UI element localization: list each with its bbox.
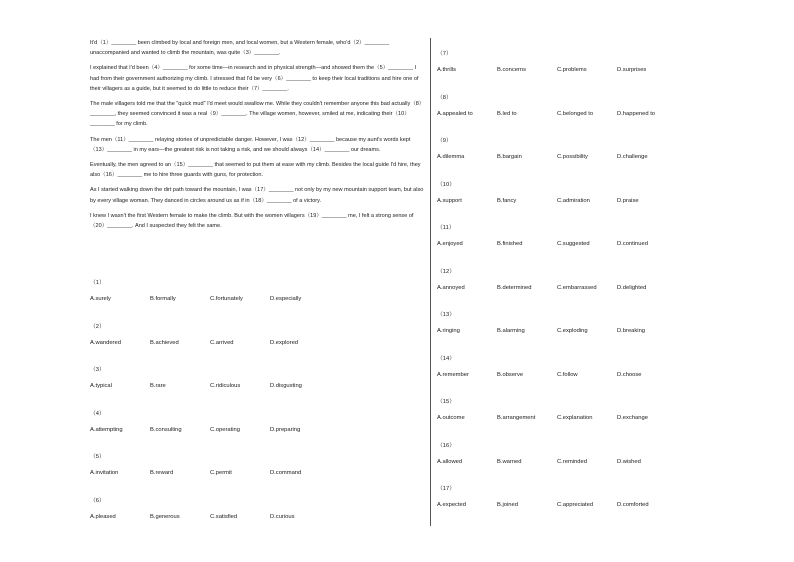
option-c[interactable]: C.arrived <box>210 339 234 346</box>
answer-options <box>90 469 424 477</box>
question-number: （7） <box>437 51 452 57</box>
option-b[interactable]: B.alarming <box>497 328 525 334</box>
option-c[interactable]: C.operating <box>210 426 240 433</box>
question-2 <box>90 323 424 367</box>
option-d[interactable]: D.especially <box>270 296 302 302</box>
passage-paragraph-2: I explained that I'd been（4）________ for some time—in research and in physical strength—and showed them the（5）________ I had from their government authorizing my climb. I stressed that I'd be very（6）________ to keep their local traditions and hire one of their villagers as a guide, but it seemed to do little to reduce their（7）________. <box>90 65 419 92</box>
passage-paragraph-6: As I started walking down the dirt path toward the mountain, I was（17）________ not only by my new mountain support team, but also by every village woman. They danced in circles around us as if in（18）________ of a victory. <box>90 187 424 204</box>
passage-paragraph-1: It'd（1）________ been climbed by local and foreign men, and local women, but a Western female, who'd（2）________ unaccompanied and wanted to climb the mountain, was quite（3）________. <box>90 40 390 57</box>
option-d[interactable]: D.breaking <box>617 328 646 334</box>
option-b[interactable]: B.generous <box>150 513 180 520</box>
question-11 <box>437 224 707 268</box>
option-b[interactable]: B.determined <box>497 284 532 291</box>
option-a[interactable]: A.invitation <box>90 470 119 476</box>
question-9 <box>437 137 707 181</box>
option-d[interactable]: D.continued <box>617 241 648 247</box>
question-12 <box>437 268 707 312</box>
option-c[interactable]: C.belonged to <box>557 110 594 117</box>
question-number: （1） <box>90 280 105 286</box>
option-c[interactable]: C.reminded <box>557 458 587 465</box>
question-15 <box>437 398 707 442</box>
option-b[interactable]: B.reward <box>150 470 174 476</box>
questions-left <box>90 279 424 540</box>
option-c[interactable]: C.embarrassed <box>557 284 597 291</box>
answer-options <box>90 382 424 390</box>
option-a[interactable]: A.enjoyed <box>437 241 463 247</box>
option-b[interactable]: B.observe <box>497 371 524 378</box>
question-8 <box>437 94 707 138</box>
option-d[interactable]: D.explored <box>270 339 299 346</box>
option-b[interactable]: B.formally <box>150 296 176 302</box>
question-number: （12） <box>437 268 456 275</box>
option-b[interactable]: B.finished <box>497 241 523 247</box>
option-d[interactable]: D.preparing <box>270 426 301 433</box>
question-5 <box>90 453 424 497</box>
question-number: （13） <box>437 312 456 318</box>
answer-options <box>437 501 707 509</box>
answer-options <box>90 513 424 521</box>
question-4 <box>90 410 424 454</box>
option-a[interactable]: A.ringing <box>437 328 460 334</box>
question-6 <box>90 497 424 541</box>
option-d[interactable]: D.praise <box>617 197 639 204</box>
question-number: （3） <box>90 367 105 373</box>
option-c[interactable]: C.follow <box>557 371 578 378</box>
option-a[interactable]: A.outcome <box>437 415 465 421</box>
option-b[interactable]: B.warned <box>497 458 522 465</box>
question-number: （5） <box>90 454 105 460</box>
option-a[interactable]: A.remember <box>437 371 469 378</box>
option-c[interactable]: C.problems <box>557 67 587 73</box>
question-number: （15） <box>437 399 456 405</box>
option-a[interactable]: A.support <box>437 197 462 204</box>
option-b[interactable]: B.concerns <box>497 67 526 73</box>
option-d[interactable]: D.comforted <box>617 502 649 508</box>
option-a[interactable]: A.expected <box>437 502 467 508</box>
passage-paragraph-3: The male villagers told me that the "quick mud" I'd meet would swallow me. While they couldn't remember anyone this bad actually（8）________, they seemed convinced it was a real（9）________. The village women, however, smiled at me, indicating their（10）________ for my climb. <box>90 101 422 128</box>
question-number: （6） <box>90 497 105 504</box>
question-number: （16） <box>437 442 456 449</box>
option-a[interactable]: A.thrills <box>437 67 457 73</box>
passage-paragraph-7: I knew I wasn't the first Western female to make the climb. But with the women villagers（19）________ me, I felt a strong sense of（20）________. And I suspected they felt the same. <box>90 212 414 230</box>
question-14 <box>437 355 707 399</box>
option-b[interactable]: B.rare <box>150 383 166 389</box>
questions-right <box>437 50 707 529</box>
option-a[interactable]: A.wandered <box>90 339 121 346</box>
question-number: （17） <box>437 486 456 492</box>
option-d[interactable]: D.disgusting <box>270 383 302 389</box>
option-c[interactable]: C.fortunately <box>210 296 243 302</box>
answer-options <box>90 295 424 303</box>
option-a[interactable]: A.typical <box>90 383 112 389</box>
answer-options <box>437 197 707 205</box>
option-c[interactable]: C.possibility <box>557 154 588 160</box>
option-c[interactable]: C.ridiculous <box>210 383 241 389</box>
question-number: （2） <box>90 323 105 330</box>
question-17 <box>437 485 707 529</box>
option-b[interactable]: B.joined <box>497 502 518 508</box>
question-16 <box>437 442 707 486</box>
option-c[interactable]: C.satisfied <box>210 513 238 520</box>
option-d[interactable]: D.curious <box>270 513 295 520</box>
option-b[interactable]: B.consulting <box>150 426 182 433</box>
answer-options <box>437 153 707 161</box>
question-13 <box>437 311 707 355</box>
option-c[interactable]: C.suggested <box>557 241 590 247</box>
option-a[interactable]: A.attempting <box>90 426 123 433</box>
answer-options <box>437 284 707 292</box>
option-d[interactable]: D.challenge <box>617 154 648 160</box>
question-number: （11） <box>437 225 455 231</box>
option-d[interactable]: D.wished <box>617 458 641 465</box>
answer-options <box>437 110 707 118</box>
option-a[interactable]: A.dilemma <box>437 154 465 160</box>
question-number: （4） <box>90 410 105 417</box>
question-1 <box>90 279 424 323</box>
column-divider <box>430 38 431 526</box>
answer-options <box>437 66 707 74</box>
option-b[interactable]: B.led to <box>497 110 517 117</box>
option-d[interactable]: D.happened to <box>617 110 656 117</box>
option-a[interactable]: A.annoyed <box>437 284 465 291</box>
answer-options <box>437 327 707 335</box>
option-a[interactable]: A.surely <box>90 296 111 302</box>
option-b[interactable]: B.arrangement <box>497 415 536 421</box>
question-number: （14） <box>437 355 456 362</box>
answer-options <box>90 339 424 347</box>
question-number: （8） <box>437 94 452 101</box>
option-a[interactable]: A.allowed <box>437 458 463 465</box>
option-a[interactable]: A.appealed to <box>437 110 473 117</box>
question-3 <box>90 366 424 410</box>
option-c[interactable]: C.explanation <box>557 415 593 421</box>
question-7 <box>437 50 707 94</box>
answer-options <box>437 458 707 466</box>
answer-options <box>437 371 707 379</box>
option-d[interactable]: D.delighted <box>617 284 647 291</box>
passage-paragraph-4: The men（11）________ relaying stories of unpredictable danger. However, I was（12）________ because my aunt's words kept（13）________ in my ears—the greatest risk is not taking a risk, and we should always（14）________ our dreams. <box>90 136 411 153</box>
option-d[interactable]: D.choose <box>617 371 642 378</box>
option-c[interactable]: C.permit <box>210 470 232 476</box>
answer-options <box>437 240 707 248</box>
question-number: （10） <box>437 181 456 188</box>
option-d[interactable]: D.surprises <box>617 67 647 73</box>
answer-options <box>437 414 707 422</box>
option-c[interactable]: C.admiration <box>557 197 590 204</box>
option-d[interactable]: D.command <box>270 470 302 476</box>
option-b[interactable]: B.fancy <box>497 197 517 204</box>
question-number: （9） <box>437 138 452 144</box>
passage-paragraph-5: Eventually, the men agreed to an（15）________ that seemed to put them at ease with my climb. Besides the local guide I'd hire, they also（16）________ me to hire three guards with guns, for protection. <box>90 162 421 179</box>
question-10 <box>437 181 707 225</box>
answer-options <box>90 426 424 434</box>
option-b[interactable]: B.bargain <box>497 154 522 160</box>
option-a[interactable]: A.pleased <box>90 513 116 520</box>
option-d[interactable]: D.exchange <box>617 415 648 421</box>
option-c[interactable]: C.appreciated <box>557 502 594 508</box>
option-b[interactable]: B.achieved <box>150 339 179 346</box>
option-c[interactable]: C.exploding <box>557 328 588 334</box>
passage <box>90 38 424 236</box>
